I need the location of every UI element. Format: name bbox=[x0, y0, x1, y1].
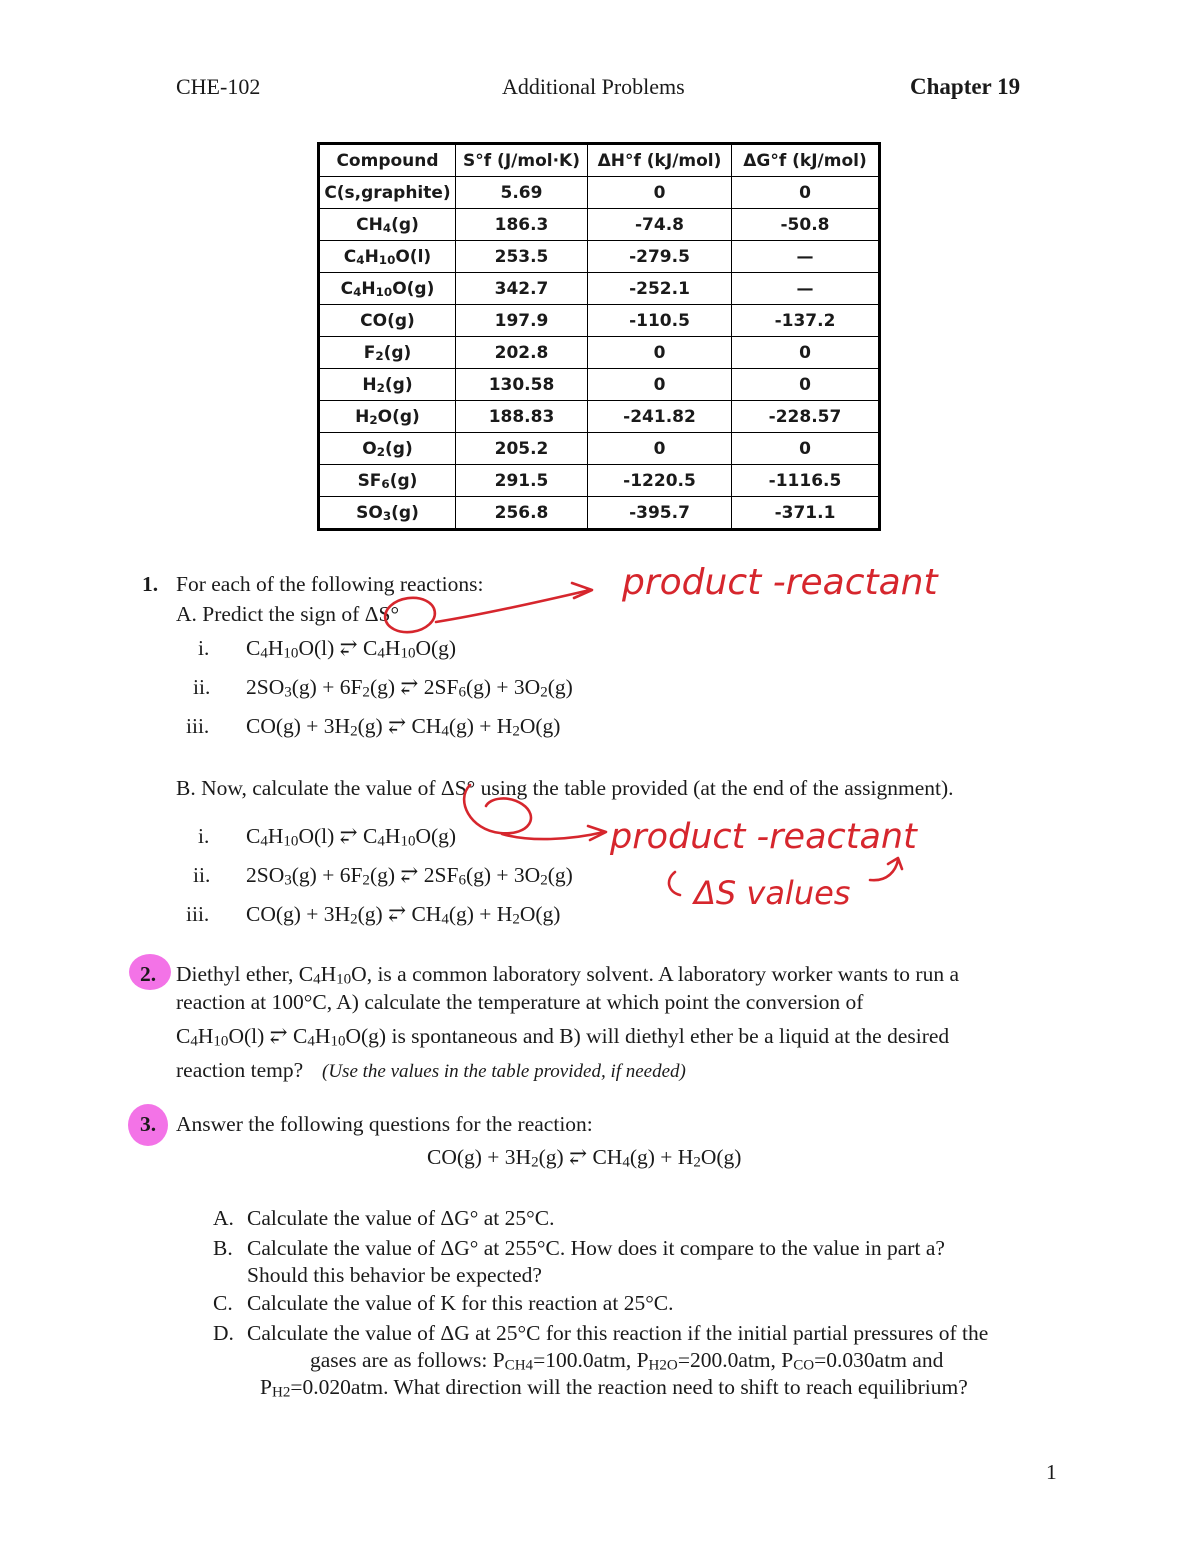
cell-compound: $O_2(g)$ bbox=[319, 433, 456, 465]
page-title: Additional Problems bbox=[502, 74, 685, 99]
q1b-label-i: i. bbox=[198, 824, 210, 848]
cell-compound: $C_4H_{10}O(l)$ bbox=[319, 241, 456, 273]
cell-entropy: 186.3 bbox=[456, 209, 588, 241]
q1b-reaction-i: $C_4H_{10}O(l)$ ⥂ $C_4H_{10}O(g)$ bbox=[246, 824, 457, 850]
header-gibbs: ΔG°f (kJ/mol) bbox=[732, 144, 880, 177]
q3-number: 3. bbox=[140, 1112, 157, 1136]
cell-entropy: 253.5 bbox=[456, 241, 588, 273]
q3-intro: Answer the following questions for the reaction: bbox=[176, 1112, 593, 1136]
q1b-label-iii: iii. bbox=[186, 902, 210, 926]
cell-entropy: 256.8 bbox=[456, 497, 588, 530]
q1a-reaction-i: $C_4H_{10}O(l)$ ⥂ $C_4H_{10}O(g)$ bbox=[246, 636, 457, 662]
cell-compound: $SF_6(g)$ bbox=[319, 465, 456, 497]
ink-note-product-reactant-2: product -reactant bbox=[610, 817, 917, 857]
q1b-reaction-iii: $CO(g) + 3H_2(g)$ ⥂ $CH_4(g) + H_2O(g)$ bbox=[246, 902, 561, 928]
q1-part-a: A. Predict the sign of ΔS° bbox=[176, 602, 400, 626]
cell-gibbs: -137.2 bbox=[732, 305, 880, 337]
header-enthalpy: ΔH°f (kJ/mol) bbox=[588, 144, 732, 177]
cell-compound: $SO_3(g)$ bbox=[319, 497, 456, 530]
q3-reaction: $CO(g) + 3H_2(g)$ ⥂ $CH_4(g) + H_2O(g)$ bbox=[427, 1145, 742, 1171]
q3-part-a: Calculate the value of ΔG° at 25°C. bbox=[247, 1206, 555, 1230]
q1a-reaction-ii: $2SO_3(g) + 6F_2(g)$ ⥂ $2SF_6(g) + 3O_2(g)$ bbox=[246, 675, 573, 701]
q2-note: (Use the values in the table provided, if needed) bbox=[322, 1061, 686, 1082]
q3-label-d: D. bbox=[213, 1321, 234, 1345]
cell-compound: $H_2(g)$ bbox=[319, 369, 456, 401]
cell-gibbs: 0 bbox=[732, 177, 880, 209]
q3-part-d-line3: $P_{H2}=0.020atm$. What direction will the reaction need to shift to reach equilibrium? bbox=[260, 1375, 968, 1401]
q1a-label-ii: ii. bbox=[193, 675, 211, 699]
page-number: 1 bbox=[1046, 1460, 1057, 1484]
q3-part-b-cont: Should this behavior be expected? bbox=[247, 1263, 542, 1287]
q3-part-d-line2: gases are as follows: $P_{CH4}=100.0atm$, $P_{H2O}=200.0atm$, $P_{CO}=0.030atm$ and bbox=[310, 1348, 944, 1374]
q2-line1: Diethyl ether, $C_4H_{10}O$, is a common laboratory solvent. A laboratory worker wants to run a bbox=[176, 962, 960, 988]
header-compound: Compound bbox=[319, 144, 456, 177]
q2-line3: $C_4H_{10}O(l)$ ⥂ $C_4H_{10}O(g)$ is spontaneous and B) will diethyl ether be a liquid at the desired bbox=[176, 1024, 950, 1050]
cell-compound: $CH_4(g)$ bbox=[319, 209, 456, 241]
cell-enthalpy: -241.82 bbox=[588, 401, 732, 433]
cell-entropy: 5.69 bbox=[456, 177, 588, 209]
q1-part-b: B. Now, calculate the value of ΔS° using the table provided (at the end of the assignment). bbox=[176, 776, 954, 800]
cell-compound: $C_4H_{10}O(g)$ bbox=[319, 273, 456, 305]
ink-note-delta-s-values: ΔS values bbox=[694, 874, 851, 912]
cell-gibbs: — bbox=[732, 273, 880, 305]
chapter-label: Chapter 19 bbox=[910, 74, 1021, 99]
cell-compound: CO(g) bbox=[319, 305, 456, 337]
q3-part-c: Calculate the value of K for this reaction at 25°C. bbox=[247, 1291, 674, 1315]
cell-enthalpy: -252.1 bbox=[588, 273, 732, 305]
q2-line2: reaction at 100°C, A) calculate the temperature at which point the conversion of bbox=[176, 990, 864, 1014]
ink-note-product-reactant-1: product -reactant bbox=[622, 562, 938, 603]
q1a-label-i: i. bbox=[198, 636, 210, 660]
cell-enthalpy: -279.5 bbox=[588, 241, 732, 273]
cell-enthalpy: -74.8 bbox=[588, 209, 732, 241]
course-code: CHE-102 bbox=[176, 74, 261, 99]
cell-enthalpy: 0 bbox=[588, 433, 732, 465]
cell-entropy: 202.8 bbox=[456, 337, 588, 369]
cell-gibbs: 0 bbox=[732, 433, 880, 465]
cell-entropy: 197.9 bbox=[456, 305, 588, 337]
cell-entropy: 130.58 bbox=[456, 369, 588, 401]
q1-intro: For each of the following reactions: bbox=[176, 572, 484, 596]
cell-gibbs: — bbox=[732, 241, 880, 273]
cell-entropy: 205.2 bbox=[456, 433, 588, 465]
cell-enthalpy: -1220.5 bbox=[588, 465, 732, 497]
cell-compound: C(s,graphite) bbox=[319, 177, 456, 209]
cell-enthalpy: 0 bbox=[588, 337, 732, 369]
cell-gibbs: -1116.5 bbox=[732, 465, 880, 497]
q1b-reaction-ii: $2SO_3(g) + 6F_2(g)$ ⥂ $2SF_6(g) + 3O_2(g)$ bbox=[246, 863, 573, 889]
cell-gibbs: 0 bbox=[732, 369, 880, 401]
q3-part-d: Calculate the value of ΔG at 25°C for this reaction if the initial partial pressures of the bbox=[247, 1321, 989, 1345]
header-entropy: S°f (J/mol·K) bbox=[456, 144, 588, 177]
cell-entropy: 342.7 bbox=[456, 273, 588, 305]
q3-label-b: B. bbox=[213, 1236, 233, 1260]
q2-number: 2. bbox=[140, 962, 157, 986]
q1b-label-ii: ii. bbox=[193, 863, 211, 887]
cell-enthalpy: 0 bbox=[588, 369, 732, 401]
cell-entropy: 291.5 bbox=[456, 465, 588, 497]
cell-compound: $F_2(g)$ bbox=[319, 337, 456, 369]
q3-label-a: A. bbox=[213, 1206, 234, 1230]
cell-gibbs: -228.57 bbox=[732, 401, 880, 433]
cell-entropy: 188.83 bbox=[456, 401, 588, 433]
cell-enthalpy: 0 bbox=[588, 177, 732, 209]
q2-line4: reaction temp? bbox=[176, 1058, 304, 1082]
q3-label-c: C. bbox=[213, 1291, 233, 1315]
cell-gibbs: -371.1 bbox=[732, 497, 880, 530]
cell-enthalpy: -110.5 bbox=[588, 305, 732, 337]
q1-number: 1. bbox=[142, 572, 159, 596]
cell-enthalpy: -395.7 bbox=[588, 497, 732, 530]
q1a-reaction-iii: $CO(g) + 3H_2(g)$ ⥂ $CH_4(g) + H_2O(g)$ bbox=[246, 714, 561, 740]
cell-compound: $H_2O(g)$ bbox=[319, 401, 456, 433]
q1a-label-iii: iii. bbox=[186, 714, 210, 738]
q3-part-b: Calculate the value of ΔG° at 255°C. How does it compare to the value in part a? bbox=[247, 1236, 945, 1260]
cell-gibbs: -50.8 bbox=[732, 209, 880, 241]
cell-gibbs: 0 bbox=[732, 337, 880, 369]
